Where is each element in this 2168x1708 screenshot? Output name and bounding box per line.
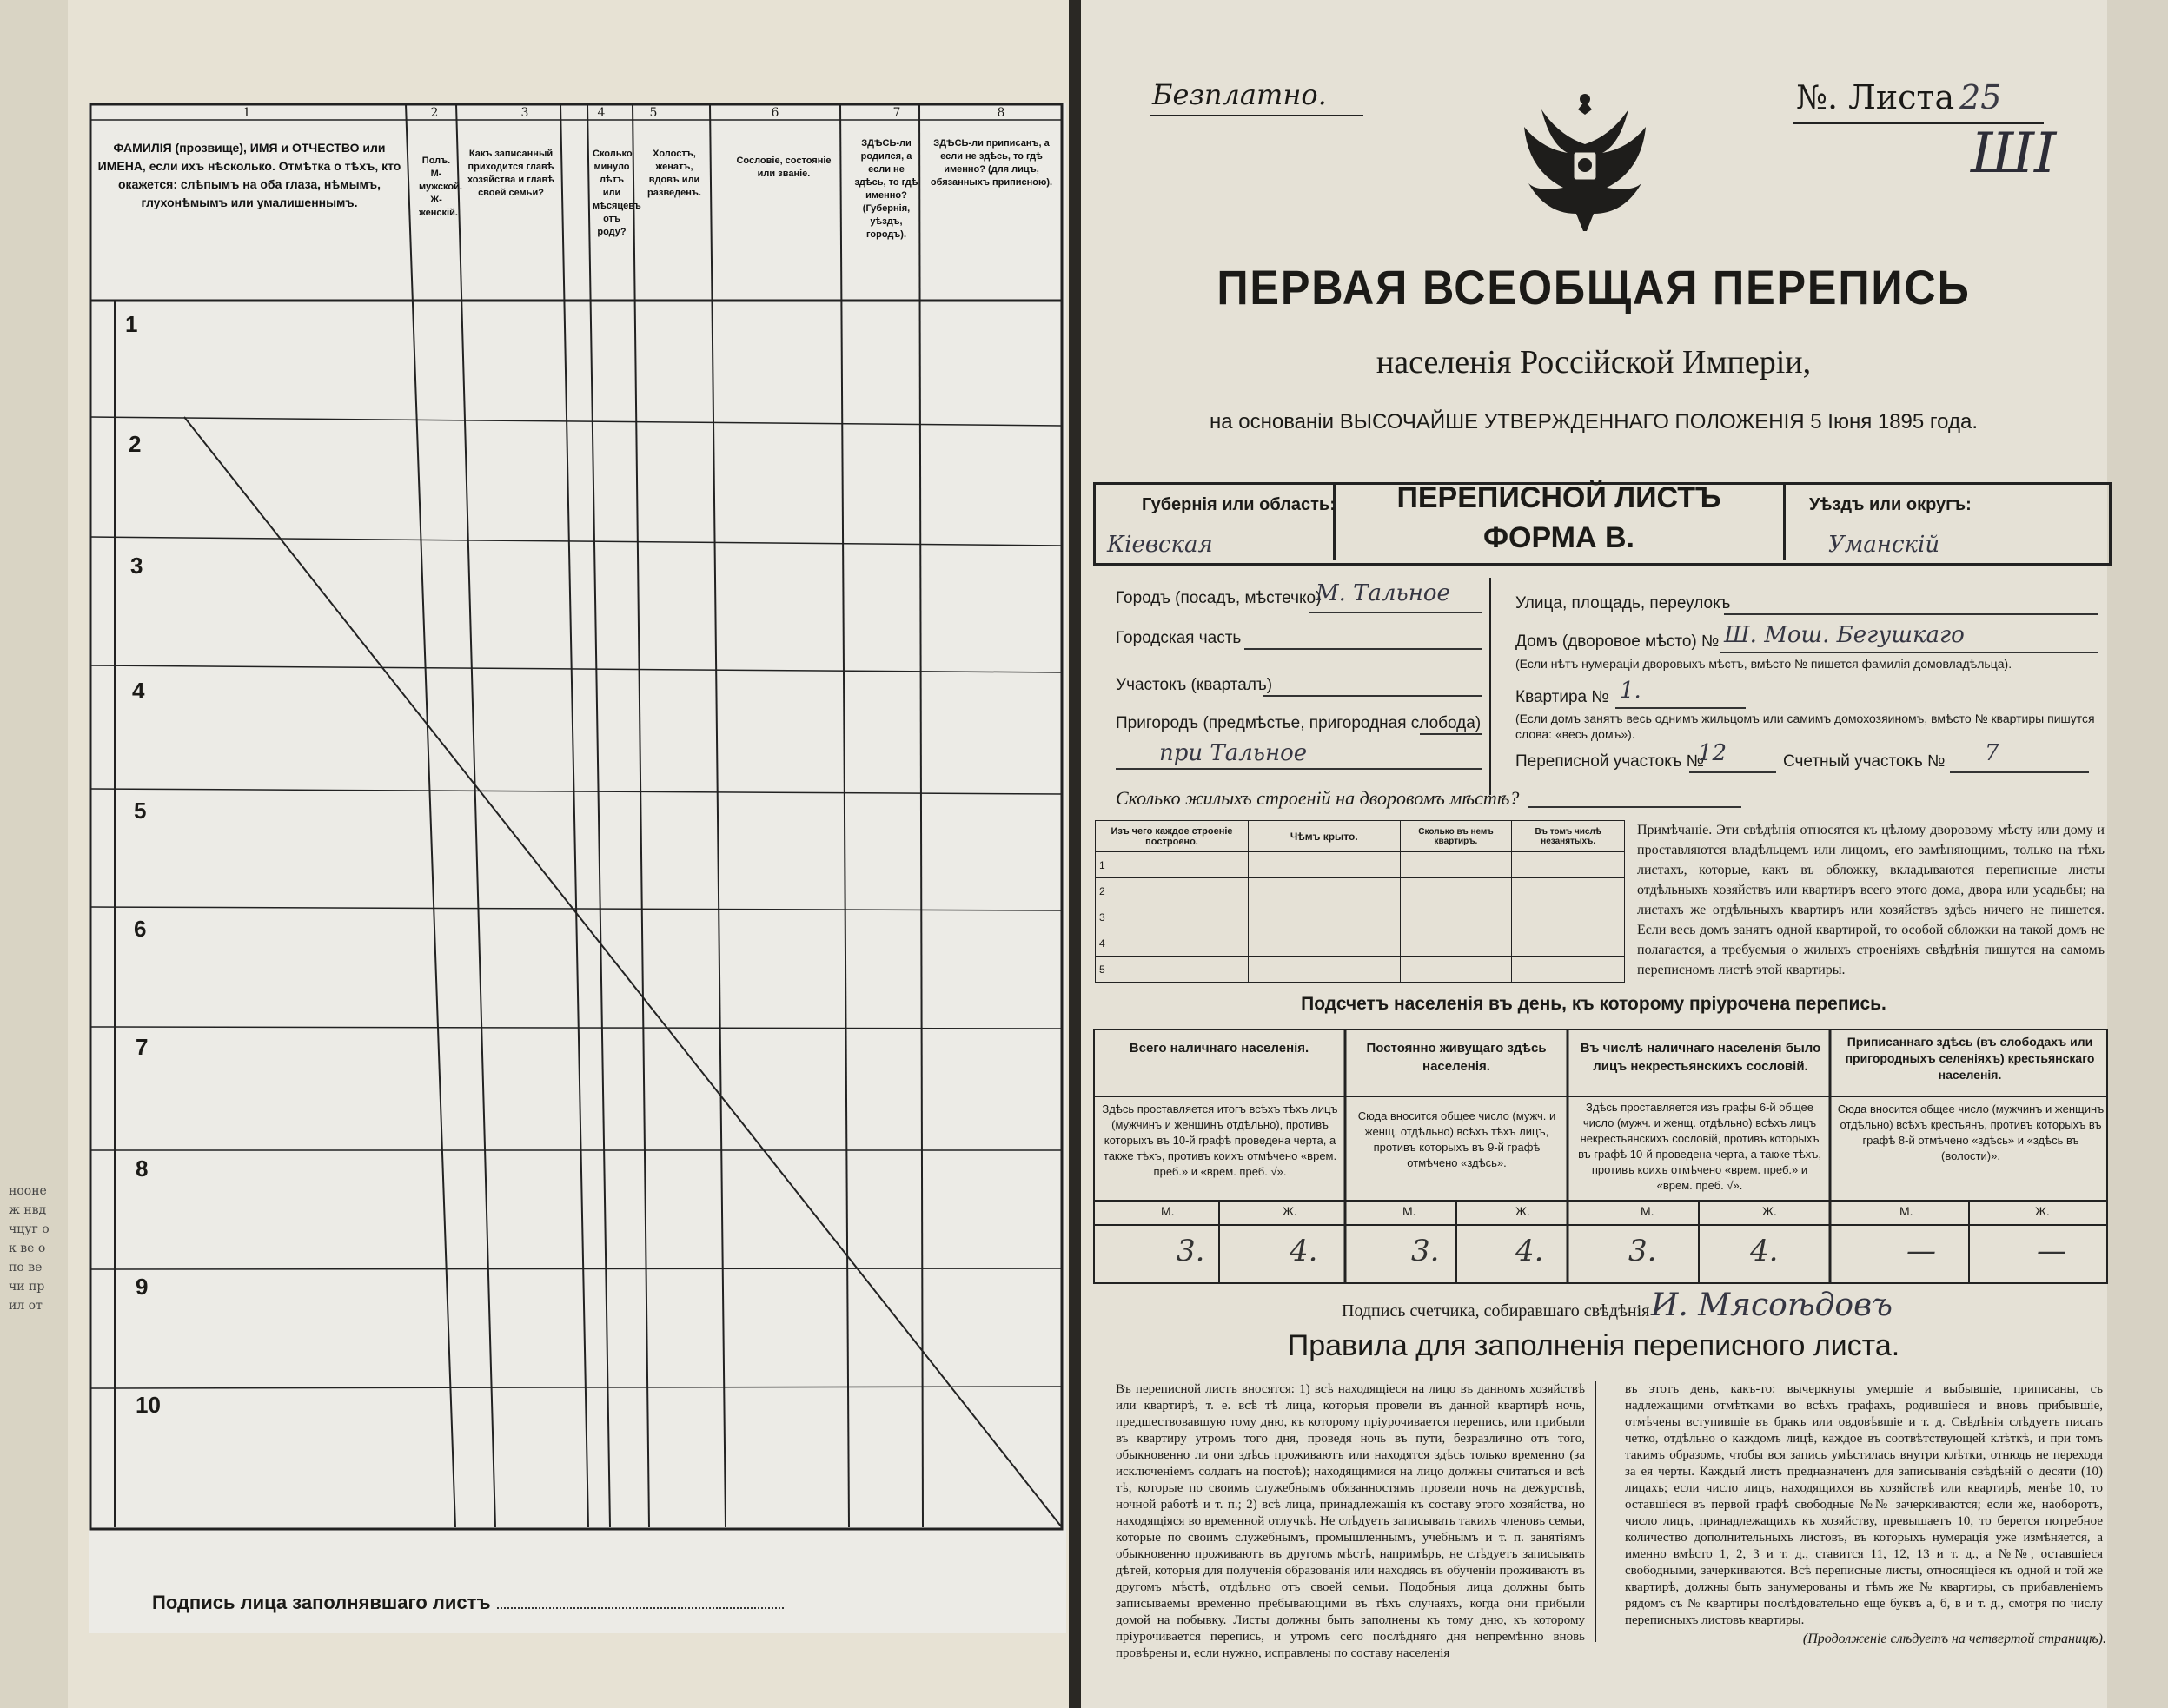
count-nonpeasant-female: 4. — [1750, 1234, 1779, 1268]
count-present-female: 4. — [1290, 1234, 1318, 1268]
count-present-male: 3. — [1177, 1234, 1205, 1268]
uezd-label: Уѣздъ или округъ: — [1809, 495, 1972, 514]
row-number: 9 — [136, 1274, 149, 1300]
buildings-col-vacant: Въ томъ числѣ незанятыхъ. — [1512, 821, 1625, 852]
right-page — [1081, 0, 2168, 1708]
sheet-number-label: №. Листа — [1796, 78, 1955, 116]
left-page — [0, 0, 1073, 1708]
house-value: Ш. Мош. Бегушкаго — [1724, 622, 1965, 648]
census-district-label: Переписной участокъ № — [1515, 752, 1705, 771]
form-title: ПЕРЕПИСНОЙ ЛИСТЪ — [1396, 481, 1721, 514]
continuation-note: (Продолженіе слѣдуетъ на четвертой страницѣ). — [1802, 1632, 2106, 1646]
city-part-label: Городская часть — [1116, 629, 1242, 647]
row-number: 5 — [134, 798, 147, 824]
header-birthplace-column: ЗДѢСЬ-ли родился, а если не здѣсь, то гдѣ именно? (Губернія, уѣздъ, городъ). — [854, 138, 918, 240]
count-male-label: М. — [1641, 1204, 1654, 1218]
count-female-label: Ж. — [1283, 1204, 1297, 1218]
archive-number-stamp: ШІ — [1971, 122, 2057, 186]
form-subtitle: ФОРМА В. — [1482, 521, 1635, 554]
column-number: 2 — [430, 106, 439, 120]
column-number: 6 — [771, 106, 779, 120]
count-female-label: Ж. — [2035, 1204, 2050, 1218]
rules-right-column: въ этотъ день, какъ-то: вычеркнуты умершіе и выбывшіе, приписаны, съ надлежащими отмѣтками во всѣхъ графахъ, родившіеся и вновь прибывшіе, отмѣчены вступившіе въ бракъ или овдовѣвшіе и т. д. Свѣдѣнія слѣдуетъ писать четко, отдѣльно о каждомъ лицѣ, каждое въ соотвѣтствующей клѣткѣ, и при томъ такимъ образомъ, чтобы вся запись умѣстилась внутри клѣтки, отнюдь не переходя за ея черты. Каждый листъ предназначенъ для записыванія свѣдѣній о десяти (10) лицахъ; если число лицъ, находящихся въ хозяйствѣ или квартирѣ, менѣе 10, то оставшіеся въ первой графѣ свободные №№ зачеркиваются; если же, наоборотъ, число лицъ, принадлежащихъ къ хозяйству, превышаетъ 10, то берется потребное количество дополнительныхъ листовъ, въ которыхъ нумерація уже измѣняется, а именно вмѣсто 1, 2, 3 и т. д., ставится 11, 12, 13 и т. д., а №№, оставшіеся свободными, зачеркиваются. Всѣ переписные листы, относящіеся къ одной и той же квартирѣ, должны быть занумерованы и тѣмъ же № квартиры, съ прибавленіемъ рядомъ съ № квартиры послѣдовательно еще буквъ а, б, в и т. д., смотря по числу переписныхъ листовъ квартиры. — [1625, 1382, 2103, 1627]
census-subtitle: населенія Россійской Имперіи, — [1376, 344, 1812, 381]
count-district-label: Счетный участокъ № — [1783, 752, 1946, 771]
uezd-value: Уманскій — [1828, 532, 1940, 558]
buildings-table — [1095, 820, 1625, 983]
city-label: Городъ (посадъ, мѣстечко) — [1116, 589, 1322, 607]
row-number: 6 — [134, 916, 147, 942]
row-number: 8 — [136, 1155, 149, 1182]
enumerator-signature: И. Мясоѣдовъ — [1651, 1288, 1893, 1323]
column-number: 3 — [520, 106, 529, 120]
column-number: 7 — [892, 106, 901, 120]
count-header-permanent: Постоянно живущаго здѣсь населенія. — [1366, 1041, 1547, 1074]
street-label: Улица, площадь, переулокъ — [1515, 594, 1731, 612]
buildings-row: 1 — [1096, 852, 1249, 878]
free-label: Безплатно. — [1152, 78, 1327, 111]
count-header-peasant: Приписаннаго здѣсь (въ слободахъ или пригородныхъ селеніяхъ) крестьянскаго населенія. — [1845, 1035, 2095, 1082]
count-peasant-female: — — [2037, 1234, 2066, 1268]
count-female-label: Ж. — [1515, 1204, 1530, 1218]
house-note: (Если нѣтъ нумераціи дворовыхъ мѣстъ, вмѣсто № пишется фамилія домовладѣльца). — [1515, 657, 2012, 671]
row-number: 10 — [136, 1392, 161, 1418]
count-male-label: М. — [1402, 1204, 1416, 1218]
count-title: Подсчетъ населенія въ день, къ которому пріурочена перепись. — [1301, 994, 1886, 1014]
header-estate-column: Сословіе, состояніе или званіе. — [736, 156, 832, 179]
count-permanent-male: 3. — [1411, 1234, 1440, 1268]
census-table-sheet — [89, 103, 1066, 1633]
row-number: 7 — [136, 1034, 149, 1060]
header-relation-column: Какъ записанный приходится главѣ хозяйства и главѣ своей семьи? — [467, 149, 555, 198]
enumerator-label: Подпись счетчика, собиравшаго свѣдѣнія — [1342, 1301, 1650, 1321]
census-table-grid — [89, 103, 1066, 1633]
column-number: 1 — [242, 106, 251, 120]
page-edge — [2107, 0, 2168, 1708]
rules-left-column: Въ переписной листъ вносятся: 1) всѣ находящіеся на лицо въ данномъ хозяйствѣ или квартирѣ, т. е. всѣ тѣ лица, которыя провели въ данной квартирѣ ночь, предшествовавшую тому дню, къ которому пріурочивается перепись, или прибыли въ квартиру утромъ того дня, проведя ночь въ пути, безразлично отъ того, обыкновенно ли они здѣсь проживаютъ или находятся здѣсь только временно (за исключеніемъ солдатъ на постоѣ); находящимися на лицо должны считаться и всѣ тѣ, которые по своимъ служебнымъ обязанностямъ провели ночь на дежурствѣ, ночной работѣ и т. п.; 2) всѣ лица, принадлежащія къ составу этого хозяйства, но находящіяся во временной отлучкѣ. Не слѣдуетъ записывать такихъ членовъ семьи, которые по своимъ служебнымъ, промышленнымъ, учебнымъ и т. п. занятіямъ обыкновенно проживаютъ въ другомъ мѣстѣ, напримѣръ, не слѣдуетъ записывать дѣтей, которыя для полученія образованія или находясь въ обученіи проживаютъ въ другомъ мѣстѣ, отдѣльно отъ своей семьи. Подобныя лица должны быть записываемы временно пребывающими въ тѣхъ случаяхъ, когда они прибыли домой на побывку. Листы должны быть заполнены къ тому дню, къ которому пріурочивается перепись, и утромъ сего послѣдняго дня непремѣнно вновь провѣрены и, если нужно, исправлены по составу населенія — [1116, 1382, 1585, 1660]
column-number: 4 — [597, 106, 606, 120]
column-number: 8 — [997, 106, 1005, 120]
count-desc-non-peasant: Здѣсь проставляется изъ графы 6-й общее число (мужч. и женщ. отдѣльно) всѣхъ лицъ некрестьянскихъ сословій, противъ которыхъ въ графѣ 10-й проведена черта, а также тѣхъ, противъ коихъ отмѣчено «врем. преб.» и «врем. преб. √». — [1578, 1101, 1821, 1192]
buildings-row: 2 — [1096, 878, 1249, 904]
imperial-eagle-emblem — [1507, 75, 1663, 231]
count-peasant-male: — — [1906, 1234, 1936, 1268]
buildings-col-apartments: Сколько въ немъ квартиръ. — [1400, 821, 1512, 852]
apartment-value: 1. — [1620, 678, 1641, 704]
row-number: 2 — [129, 431, 142, 457]
count-header-non-peasant: Въ числѣ наличнаго населенія было лицъ некрестьянскихъ сословій. — [1580, 1041, 1821, 1074]
row-number: 4 — [132, 678, 145, 704]
count-desc-present: Здѣсь проставляется итогъ всѣхъ тѣхъ лицъ (мужчинъ и женщинъ отдѣльно), противъ которыхъ въ 10-й графѣ проведена черта, а также тѣхъ, противъ коихъ отмѣчено «врем. преб.» и «врем. преб. √». — [1102, 1102, 1338, 1178]
row-number: 1 — [125, 311, 138, 337]
district-label: Участокъ (кварталъ) — [1116, 676, 1273, 694]
count-male-label: М. — [1899, 1204, 1913, 1218]
sheet-number — [1796, 78, 2001, 116]
census-district-value: 12 — [1698, 740, 1727, 766]
header-name-column: ФАМИЛІЯ (прозвище), ИМЯ и ОТЧЕСТВО или ИМЕНА, если ихъ нѣсколько. Отмѣтка о тѣхъ, кто окажется: слѣпымъ на оба глаза, нѣмымъ, глухонѣмымъ или умалишеннымъ. — [97, 141, 401, 209]
apartment-label: Квартира № — [1515, 688, 1609, 706]
count-permanent-female: 4. — [1515, 1234, 1544, 1268]
census-basis: на основаніи ВЫСОЧАЙШЕ УТВЕРЖДЕННАГО ПОЛОЖЕНІЯ 5 Іюня 1895 года. — [1209, 410, 1978, 434]
count-district-value: 7 — [1985, 740, 1999, 766]
buildings-note: Примѣчаніе. Эти свѣдѣнія относятся къ цѣлому дворовому мѣсту или дому и проставляются владѣльцемъ или лицомъ, его замѣняющимъ, только на тѣхъ листахъ, которые, какъ въ обложку, вкладываются переписные листы отдѣльныхъ хозяйствъ или квартиръ всего этого дома, двора или усадьбы; на листахъ же отдѣльныхъ квартиръ или хозяйствъ здѣсь ничего не пишется. Если весь домъ занятъ одной квартирой, то особой обложки на такой домъ не полагается, а требуемыя о жилыхъ строеніяхъ свѣдѣнія пишутся на самомъ переписномъ листѣ этой квартиры. — [1637, 823, 2105, 977]
suburb-label: Пригородъ (предмѣстье, пригородная слобода) — [1116, 714, 1482, 732]
filler-signature-label: Подпись лица заполнявшаго листъ — [152, 1592, 491, 1613]
census-title: ПЕРВАЯ ВСЕОБЩАЯ ПЕРЕПИСЬ — [1217, 260, 1971, 314]
count-female-label: Ж. — [1762, 1204, 1777, 1218]
count-desc-permanent: Сюда вносится общее число (мужч. и женщ. отдѣльно) всѣхъ тѣхъ лицъ, противъ которыхъ въ 9-й графѣ отмѣчено «здѣсь». — [1357, 1109, 1556, 1169]
header-marital-column: Холостъ, женатъ, вдовъ или разведенъ. — [647, 149, 701, 198]
buildings-row: 4 — [1096, 930, 1249, 957]
margin-strip — [0, 0, 68, 1708]
header-age-column: Сколько минуло лѣтъ или мѣсяцевъ отъ роду? — [593, 149, 641, 237]
count-header-present: Всего наличнаго населенія. — [1129, 1041, 1309, 1056]
column-number: 5 — [649, 106, 658, 120]
house-label: Домъ (дворовое мѣсто) № — [1515, 632, 1720, 651]
count-nonpeasant-male: 3. — [1628, 1234, 1657, 1268]
book-spine — [1069, 0, 1081, 1708]
buildings-row: 3 — [1096, 904, 1249, 930]
gubernia-value: Кіевская — [1107, 532, 1213, 558]
city-value: М. Тальное — [1316, 580, 1450, 606]
rules-title: Правила для заполненія переписного листа. — [1287, 1329, 1900, 1362]
filler-signature — [152, 1592, 784, 1614]
buildings-question: Сколько жилыхъ строеній на дворовомъ мѣстѣ? — [1116, 787, 1520, 809]
row-number: 3 — [130, 553, 143, 579]
suburb-value: при Тальное — [1159, 740, 1308, 766]
sheet-number-value: 25 — [1959, 78, 2002, 116]
buildings-col-roof: Чѣмъ крыто. — [1249, 821, 1401, 852]
buildings-row: 5 — [1096, 957, 1249, 983]
margin-text: нооне ж нвдчцуг ок ве о по ве чи пр ил от — [9, 1184, 50, 1313]
count-male-label: М. — [1161, 1204, 1175, 1218]
count-desc-peasant: Сюда вносится общее число (мужчинъ и женщинъ отдѣльно) всѣхъ крестьянъ, противъ которыхъ въ графѣ 8-й отмѣчено «здѣсь» и «здѣсь въ (волости)». — [1837, 1102, 2105, 1162]
apartment-note: (Если домъ занятъ весь однимъ жильцомъ или самимъ домохозяиномъ, вмѣсто № квартиры пишутся слова: «весь домъ»). — [1515, 712, 2095, 741]
gubernia-label: Губернія или область: — [1142, 495, 1336, 514]
buildings-col-material: Изъ чего каждое строеніе построено. — [1096, 821, 1249, 852]
header-registration-column: ЗДѢСЬ-ли приписанъ, а если не здѣсь, то гдѣ именно? (для лицъ, обязанныхъ приписною). — [930, 138, 1053, 188]
header-sex-column: Полъ. М-мужской. Ж-женскій. — [419, 156, 462, 218]
